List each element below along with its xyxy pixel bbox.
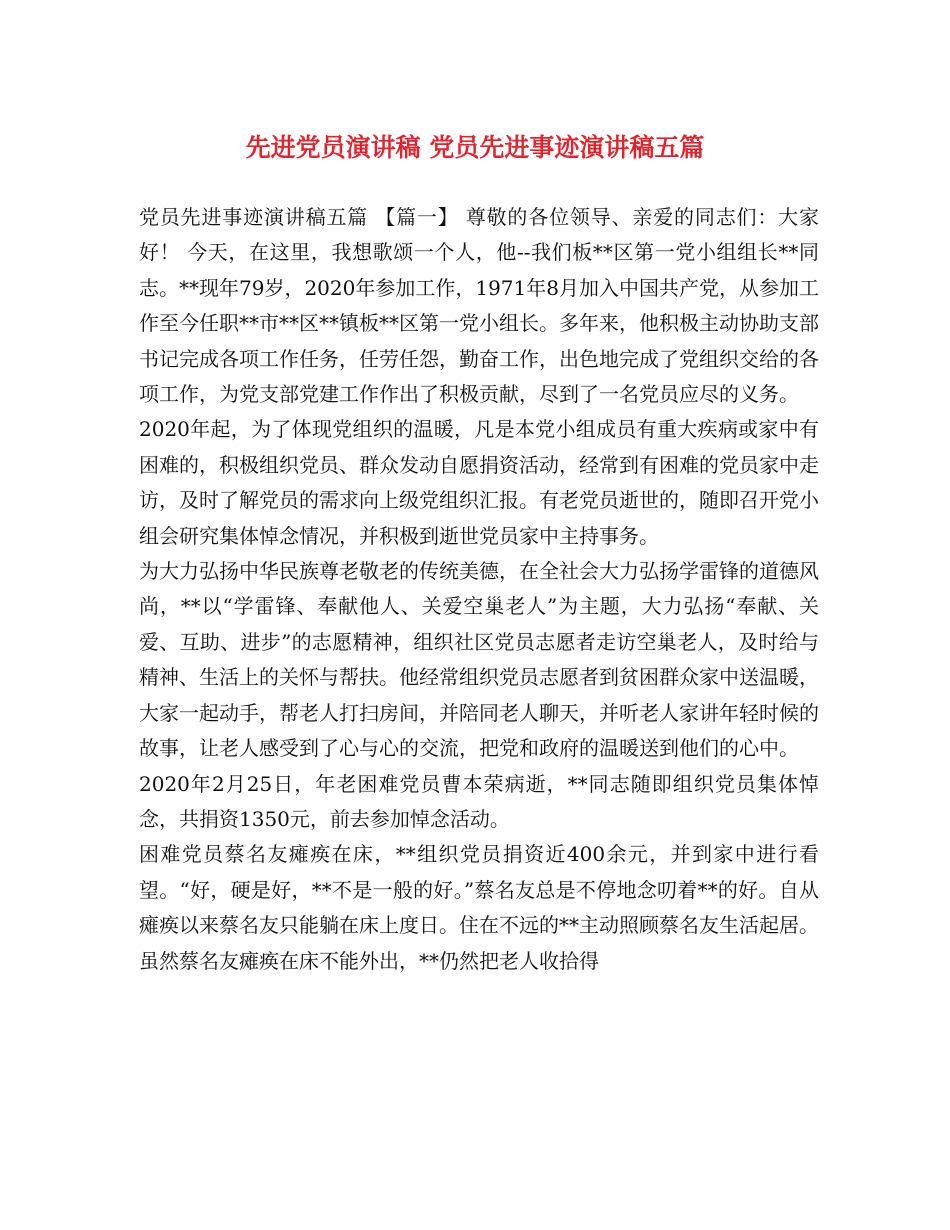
paragraph-3: 为大力弘扬中华民族尊老敬老的传统美德，在全社会大力弘扬学雷锋的道德风尚，**以“学雷锋、奉献他人、关爱空巢老人”为主题，大力弘扬“奉献、关爱、互助、进步”的志愿精神，组织社区党员志愿者走访空巢老人，及时给与精神、生活上的关怀与帮扶。他经常组织党员志愿者到贫困群众家中送温暖，大家一起动手，帮老人打扫房间，并陪同老人聊天，并听老人家讲年轻时候的故事，让老人感受到了心与心的交流，把党和政府的温暖送到他们的心中。: [139, 559, 819, 761]
document-body: [139, 200, 819, 979]
paragraph-4: 2020年2月25日，年老困难党员曹本荣病逝，**同志随即组织党员集体悼念，共捐资1350元，前去参加悼念活动。: [139, 771, 819, 831]
paragraph-2: 2020年起，为了体现党组织的温暖，凡是本党小组成员有重大疾病或家中有困难的，积极组织党员、群众发动自愿捐资活动，经常到有困难的党员家中走访，及时了解党员的需求向上级党组织汇报。有老党员逝世的，随即召开党小组会研究集体悼念情况，并积极到逝世党员家中主持事务。: [139, 417, 819, 548]
paragraph-5: 困难党员蔡名友瘫痪在床，**组织党员捐资近400余元，并到家中进行看望。“好，硬是好，**不是一般的好。”蔡名友总是不停地念叨着**的好。自从瘫痪以来蔡名友只能躺在床上度日。住在不远的**主动照顾蔡名友生活起居。虽然蔡名友瘫痪在床不能外出，**仍然把老人收拾得: [139, 842, 819, 973]
document-title: 先进党员演讲稿 党员先进事迹演讲稿五篇: [245, 133, 705, 162]
paragraph-1: 党员先进事迹演讲稿五篇 【篇一】 尊敬的各位领导、亲爱的同志们：大家好！ 今天，在这里，我想歌颂一个人，他--我们板**区第一党小组组长**同志。**现年79岁，2020年参加工作，1971年8月加入中国共产党，从参加工作至今任职**市**区**镇板**区第一党小组长。多年来，他积极主动协助支部书记完成各项工作任务，任劳任怨，勤奋工作，出色地完成了党组织交给的各项工作，为党支部党建工作作出了积极贡献，尽到了一名党员应尽的义务。: [139, 205, 819, 407]
